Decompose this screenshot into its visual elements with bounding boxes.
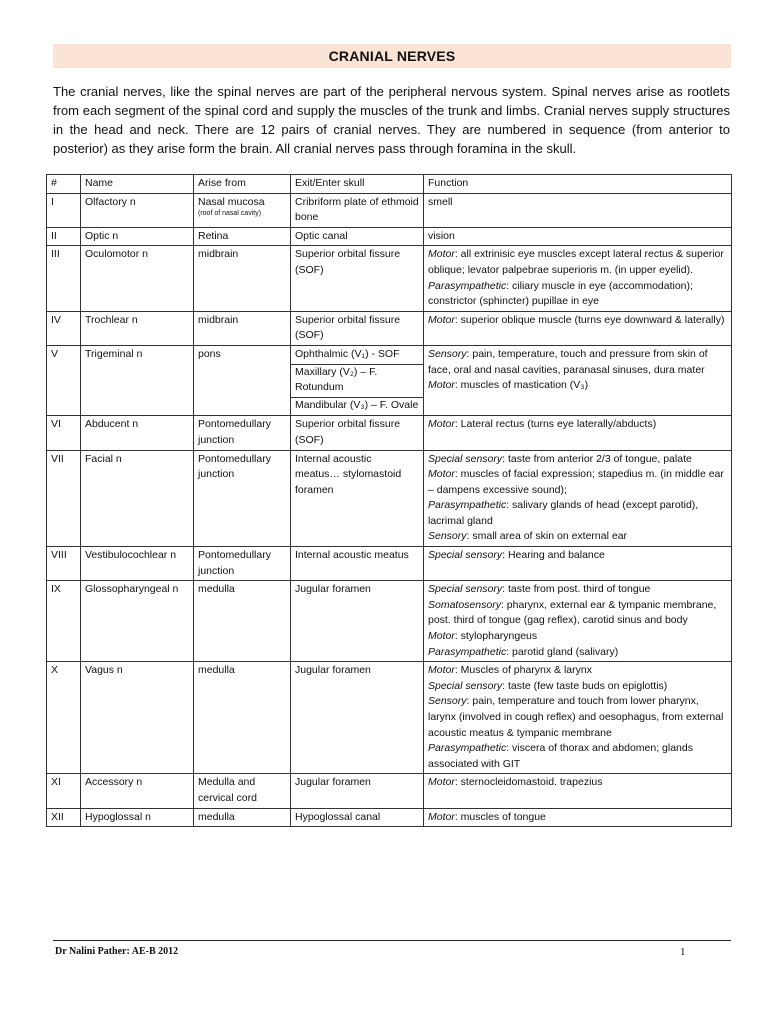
nerve-name: Olfactory n <box>81 193 194 227</box>
function-text: : Muscles of pharynx & larynx <box>454 664 592 677</box>
arise-from <box>194 450 291 547</box>
function-line <box>428 775 727 791</box>
column-header-arise-from: Arise from <box>194 175 291 194</box>
arise-from <box>194 311 291 345</box>
nerve-number: IV <box>47 311 81 345</box>
table-row <box>47 581 732 662</box>
function-cell <box>424 450 732 547</box>
function-cell <box>424 227 732 246</box>
table-row <box>47 662 732 774</box>
function-text: : muscles of facial expression; stapedius m. (in middle ear – dampens excessive sound); <box>428 468 724 496</box>
nerve-name: Trochlear n <box>81 311 194 345</box>
function-line <box>428 378 727 394</box>
function-text: : superior oblique muscle (turns eye downward & laterally) <box>454 313 725 326</box>
function-text: : all extrinisic eye muscles except lateral rectus & superior oblique; levator palpebrae superioris m. (in upper eyelid). <box>428 248 724 276</box>
exit-enter-skull: Jugular foramen <box>291 774 424 808</box>
footer-rule <box>53 940 731 941</box>
function-label: Special sensory <box>428 679 503 692</box>
nerve-name: Glossopharyngeal n <box>81 581 194 662</box>
function-cell <box>424 416 732 450</box>
arise-from <box>194 662 291 774</box>
nerve-number: II <box>47 227 81 246</box>
function-cell <box>424 345 732 415</box>
function-label: Motor <box>428 248 455 261</box>
function-text: : pain, temperature and touch from lower pharynx, larynx (involved in cough reflex) and oesophagus, from external acoustic meatus & tympanic membrane <box>428 695 724 739</box>
function-line <box>428 417 727 433</box>
function-label: Special sensory <box>428 549 503 562</box>
arise-from-text: Pontomedullary junction <box>198 549 271 577</box>
table-row <box>47 311 732 345</box>
function-text: : salivary glands of head (except parotid), lacrimal gland <box>428 499 699 527</box>
nerve-number: III <box>47 246 81 311</box>
function-text: : Lateral rectus (turns eye laterally/abducts) <box>454 418 657 431</box>
arise-from-text: medulla <box>198 583 235 596</box>
function-text: : muscles of mastication (V₃) <box>454 379 589 392</box>
arise-from-text: midbrain <box>198 313 239 326</box>
function-text: : pain, temperature, touch and pressure from skin of face, oral and nasal cavities, paranasal sinuses, dura mater <box>428 347 708 376</box>
column-header-name: Name <box>81 175 194 194</box>
arise-from-note: (roof of nasal cavity) <box>198 210 262 218</box>
nerve-name: Optic n <box>81 227 194 246</box>
nerve-name: Abducent n <box>81 416 194 450</box>
nerve-name: Trigeminal n <box>81 345 194 415</box>
function-line <box>428 529 727 545</box>
function-text: : ciliary muscle in eye (accommodation); constrictor (sphincter) pupillae in eye <box>428 279 693 308</box>
nerve-number: X <box>47 662 81 774</box>
function-label: Special sensory <box>428 452 503 465</box>
function-cell <box>424 246 732 311</box>
column-header-number: # <box>47 175 81 194</box>
function-line <box>428 498 727 529</box>
function-cell <box>424 547 732 581</box>
nerve-name: Facial n <box>81 450 194 547</box>
exit-enter-skull: Superior orbital fissure (SOF) <box>291 246 424 311</box>
nerve-number: IX <box>47 581 81 662</box>
exit-enter-skull: Internal acoustic meatus… stylomastoid foramen <box>291 450 424 547</box>
function-text: : viscera of thorax and abdomen; glands associated with GIT <box>428 742 693 770</box>
nerve-number: V <box>47 345 81 415</box>
function-label: Motor <box>428 664 455 677</box>
function-line <box>428 582 727 598</box>
arise-from-text: pons <box>198 347 221 360</box>
function-label: Sensory <box>428 347 467 360</box>
function-text: : Hearing and balance <box>502 549 605 562</box>
function-text: : muscles of tongue <box>454 810 546 823</box>
function-line <box>428 629 727 645</box>
function-text: : taste from post. third of tongue <box>502 583 651 596</box>
arise-from <box>194 808 291 827</box>
column-header-exit-enter-skull: Exit/Enter skull <box>291 175 424 194</box>
nerve-number: VIII <box>47 547 81 581</box>
function-line <box>428 663 727 679</box>
function-line <box>428 810 727 826</box>
arise-from-text: Retina <box>198 229 229 242</box>
function-label: Motor <box>428 810 455 823</box>
function-label: Motor <box>428 313 455 326</box>
exit-enter-skull: Jugular foramen <box>291 662 424 774</box>
arise-from <box>194 416 291 450</box>
exit-enter-skull <box>291 345 424 415</box>
function-label: Sensory <box>428 530 467 543</box>
function-text: : small area of skin on external ear <box>466 530 628 543</box>
nerve-name: Vagus n <box>81 662 194 774</box>
table-row <box>47 193 732 227</box>
exit-enter-skull: Optic canal <box>291 227 424 246</box>
function-line <box>428 229 727 245</box>
nerve-name: Vestibulocochlear n <box>81 547 194 581</box>
function-label: Motor <box>428 776 455 789</box>
function-label: Sensory <box>428 695 467 708</box>
table-row <box>47 416 732 450</box>
function-line <box>428 467 727 498</box>
function-cell <box>424 193 732 227</box>
exit-enter-skull: Jugular foramen <box>291 581 424 662</box>
function-line <box>428 313 727 329</box>
function-line <box>428 598 727 629</box>
function-label: Parasympathetic <box>428 499 507 512</box>
function-label: Special sensory <box>428 583 503 596</box>
function-line <box>428 347 727 378</box>
function-cell <box>424 662 732 774</box>
function-label: Motor <box>428 468 455 481</box>
function-line <box>428 645 727 661</box>
table-row <box>47 450 732 547</box>
arise-from <box>194 547 291 581</box>
nerve-name: Hypoglossal n <box>81 808 194 827</box>
function-label: Motor <box>428 630 455 643</box>
table-row <box>47 774 732 808</box>
function-cell <box>424 311 732 345</box>
page-number: 1 <box>680 946 686 958</box>
function-line <box>428 679 727 695</box>
arise-from-text: medulla <box>198 810 235 823</box>
function-label: Parasympathetic <box>428 279 507 292</box>
function-cell <box>424 774 732 808</box>
arise-from-text: Pontomedullary junction <box>198 452 271 481</box>
table-row <box>47 246 732 311</box>
column-header-function: Function <box>424 175 732 194</box>
nerve-number: I <box>47 193 81 227</box>
exit-enter-skull: Cribriform plate of ethmoid bone <box>291 193 424 227</box>
function-text: : parotid gland (salivary) <box>506 645 619 658</box>
function-text: : sternocleidomastoid. trapezius <box>454 776 603 789</box>
arise-from <box>194 581 291 662</box>
nerve-number: VI <box>47 416 81 450</box>
function-text: : stylopharyngeus <box>454 630 538 643</box>
function-line <box>428 452 727 468</box>
nerve-number: XI <box>47 774 81 808</box>
page-title: CRANIAL NERVES <box>53 44 731 68</box>
function-text: vision <box>428 229 455 242</box>
function-label: Somatosensory <box>428 598 501 611</box>
exit-enter-skull: Hypoglossal canal <box>291 808 424 827</box>
function-label: Motor <box>428 418 455 431</box>
exit-enter-skull: Superior orbital fissure (SOF) <box>291 416 424 450</box>
table-row <box>47 227 732 246</box>
function-text: : taste from anterior 2/3 of tongue, palate <box>502 452 692 465</box>
function-label: Parasympathetic <box>428 645 507 658</box>
function-line <box>428 548 727 564</box>
arise-from <box>194 227 291 246</box>
exit-enter-skull: Superior orbital fissure (SOF) <box>291 311 424 345</box>
arise-from-text: Medulla and cervical cord <box>198 776 257 804</box>
arise-from-text: Nasal mucosa <box>198 195 265 208</box>
function-line <box>428 694 727 741</box>
function-line <box>428 279 727 310</box>
function-line <box>428 195 727 211</box>
exit-branch: Maxillary (V₂) – F. Rotundum <box>291 365 423 398</box>
nerve-number: XII <box>47 808 81 827</box>
arise-from <box>194 774 291 808</box>
function-cell <box>424 581 732 662</box>
function-label: Motor <box>428 379 455 392</box>
function-line <box>428 247 727 278</box>
arise-from <box>194 193 291 227</box>
function-cell <box>424 808 732 827</box>
exit-branch: Mandibular (V₃) – F. Ovale <box>295 398 419 411</box>
table-row <box>47 808 732 827</box>
table-row <box>47 345 732 415</box>
table-header-row <box>47 175 732 194</box>
table-row <box>47 547 732 581</box>
arise-from-text: Pontomedullary junction <box>198 418 271 446</box>
cranial-nerves-table <box>46 174 732 827</box>
function-text: : taste (few taste buds on epiglottis) <box>502 679 668 692</box>
function-label: Parasympathetic <box>428 742 507 755</box>
arise-from-text: midbrain <box>198 248 239 261</box>
exit-branch: Ophthalmic (V₁) - SOF <box>291 347 423 365</box>
nerve-number: VII <box>47 450 81 547</box>
function-text: smell <box>428 195 453 208</box>
nerve-name: Oculomotor n <box>81 246 194 311</box>
exit-enter-skull: Internal acoustic meatus <box>291 547 424 581</box>
function-text: : pharynx, external ear & tympanic membrane, post. third of tongue (gag reflex), carotid sinus and body <box>428 598 717 627</box>
arise-from <box>194 345 291 415</box>
footer-author: Dr Nalini Pather: AE-B 2012 <box>55 946 179 957</box>
arise-from <box>194 246 291 311</box>
nerve-name: Accessory n <box>81 774 194 808</box>
intro-paragraph: The cranial nerves, like the spinal nerves are part of the peripheral nervous system. Spinal nerves arise as rootlets from each segment of the spinal cord and supply the muscles of the trunk and limbs. Cranial nerves supply structures in the head and neck. There are 12 pairs of cranial nerves. They are numbered in sequence (from anterior to posterior) as they arise form the brain. All cranial nerves pass through foramina in the skull. <box>53 84 730 156</box>
function-line <box>428 741 727 772</box>
arise-from-text: medulla <box>198 664 235 677</box>
